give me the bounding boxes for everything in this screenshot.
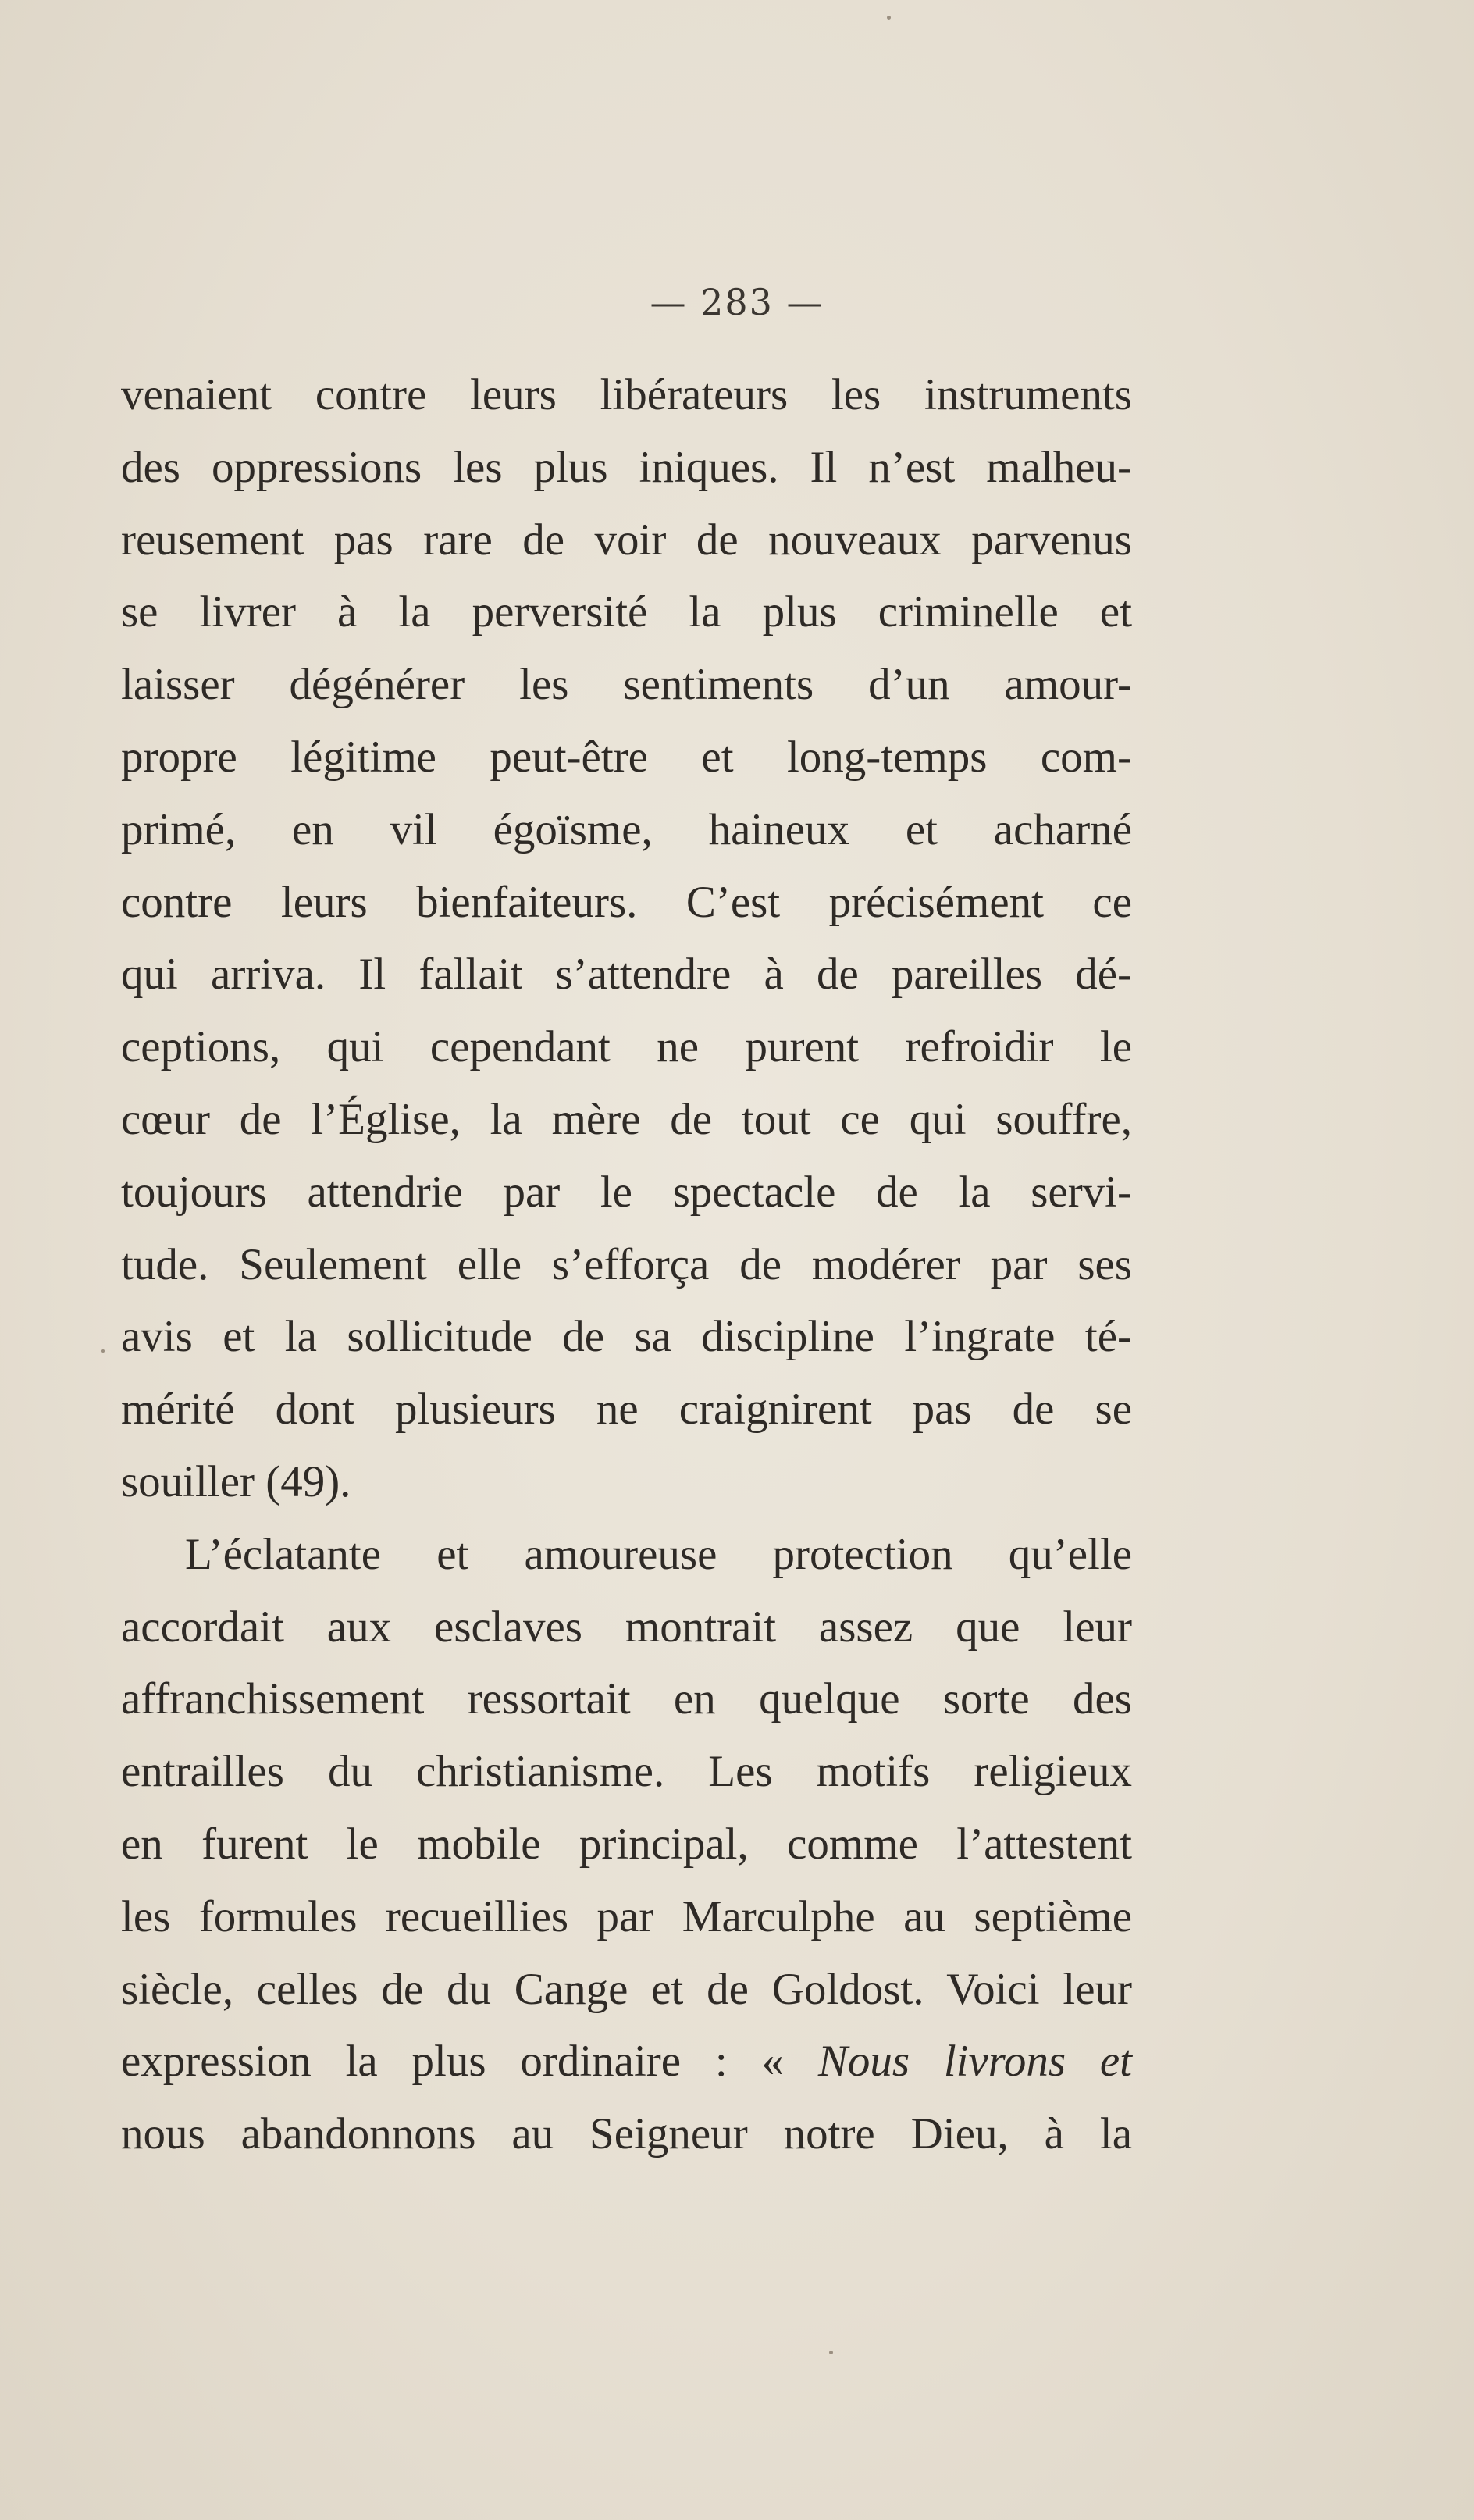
body-text bbox=[121, 359, 1132, 2171]
text-line: se livrer à la perversité la plus criminelle et bbox=[121, 587, 1132, 637]
paper-speck bbox=[887, 16, 891, 20]
text-line: les formules recueillies par Marculphe au septième bbox=[121, 1891, 1132, 1941]
text-line: primé, en vil égoïsme, haineux et acharné bbox=[121, 804, 1132, 854]
text-line: cœur de l’Église, la mère de tout ce qui souffre, bbox=[121, 1094, 1132, 1144]
text-line: avis et la sollicitude de sa discipline l’ingrate té- bbox=[121, 1312, 1132, 1362]
text-line: reusement pas rare de voir de nouveaux parvenus bbox=[121, 515, 1132, 565]
text-line: toujours attendrie par le spectacle de la servi- bbox=[121, 1167, 1132, 1217]
text-line: contre leurs bienfaiteurs. C’est précisément ce bbox=[121, 877, 1132, 927]
paper-speck bbox=[829, 2351, 833, 2354]
text-line: propre légitime peut-être et long-temps com- bbox=[121, 732, 1132, 782]
text-line: affranchissement ressortait en quelque sorte des bbox=[121, 1674, 1132, 1724]
text-line: souiller (49). bbox=[121, 1456, 351, 1506]
page-number: — 283 — bbox=[650, 281, 824, 323]
roman-text: expression la plus ordinaire : « bbox=[121, 2037, 818, 2087]
text-line: mérité dont plusieurs ne craignirent pas de se bbox=[121, 1385, 1132, 1435]
text-line: qui arriva. Il fallait s’attendre à de pareilles dé- bbox=[121, 950, 1132, 1000]
italic-text-line: nous abandonnons au Seigneur notre Dieu, à la bbox=[121, 2109, 1132, 2159]
text-line: ceptions, qui cependant ne purent refroidir le bbox=[121, 1022, 1132, 1072]
text-line: accordait aux esclaves montrait assez que leur bbox=[121, 1602, 1132, 1652]
paper-speck bbox=[101, 1349, 105, 1353]
italic-text: Nous livrons et bbox=[817, 2037, 1132, 2087]
text-line: en furent le mobile principal, comme l’attestent bbox=[121, 1819, 1132, 1869]
text-line: tude. Seulement elle s’efforça de modérer par ses bbox=[121, 1239, 1132, 1289]
text-line-mixed bbox=[121, 2026, 1132, 2098]
text-line: L’éclatante et amoureuse protection qu’elle bbox=[185, 1529, 1132, 1579]
text-line: siècle, celles de du Cange et de Goldost. Voici leur bbox=[121, 1964, 1132, 2014]
text-line: entrailles du christianisme. Les motifs religieux bbox=[121, 1747, 1132, 1797]
text-line: laisser dégénérer les sentiments d’un amour- bbox=[121, 660, 1132, 710]
text-line: venaient contre leurs libérateurs les instruments bbox=[121, 370, 1132, 419]
text-line: des oppressions les plus iniques. Il n’est malheu- bbox=[121, 442, 1132, 492]
